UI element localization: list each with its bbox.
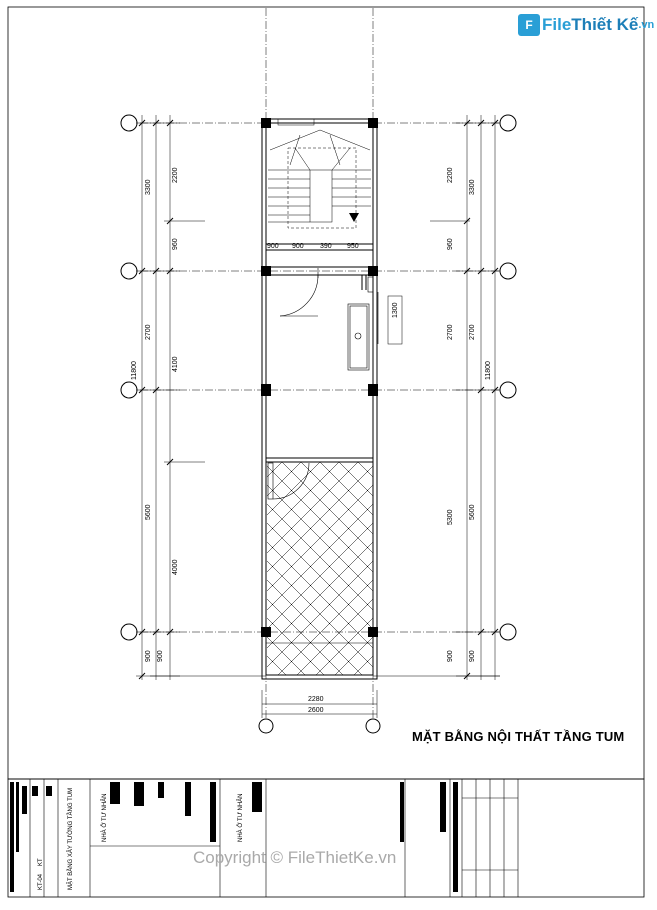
paving-line — [415, 462, 628, 675]
dim-left-inner-e: 900 — [157, 650, 164, 662]
dim-right-outer-total: 11800 — [485, 361, 492, 380]
copyright-watermark: Copyright © FileThietKe.vn — [193, 848, 397, 867]
paving-line — [0, 462, 73, 675]
dim-left-inner-a: 2200 — [172, 167, 179, 183]
dim-left-outer-bot: 5600 — [145, 504, 152, 520]
paving-line — [358, 462, 571, 675]
dim-right-outer-top: 3300 — [469, 179, 476, 195]
paving-line — [0, 462, 168, 675]
plan-title: MẶT BẰNG NỘI THẤT TẦNG TUM — [412, 729, 625, 744]
right-dimension-lines — [373, 115, 500, 680]
dim-right-inner-c: 2700 — [447, 324, 454, 340]
dim-bottom-outer: 2600 — [308, 707, 324, 714]
site-logo — [518, 14, 654, 36]
left-dimension-labels — [131, 167, 179, 662]
dim-right-inner-e: 900 — [447, 650, 454, 662]
dim-h-a: 900 — [267, 243, 279, 250]
paving-line — [510, 462, 657, 675]
dim-left-inner-c: 4100 — [172, 356, 179, 372]
tb-kt-code: KT-04 — [38, 873, 44, 890]
paving-line — [0, 462, 149, 675]
dim-wc: 1300 — [392, 302, 399, 318]
paving-line — [50, 462, 263, 675]
paving-line — [0, 462, 187, 675]
paving-line — [0, 462, 130, 675]
interior-dimension-labels — [267, 243, 399, 714]
tb-kt-label: KT — [38, 858, 44, 866]
dim-left-outer-top: 3300 — [145, 179, 152, 195]
dim-left-inner-b: 960 — [172, 238, 179, 250]
paving-line — [73, 462, 286, 675]
paving-line — [354, 462, 567, 675]
paving-line — [396, 462, 609, 675]
dim-left-outer-mid: 2700 — [145, 324, 152, 340]
paving-line — [529, 462, 657, 675]
paving-line — [434, 462, 647, 675]
logo-suffix: .vn — [638, 19, 655, 31]
dimension-ticks — [139, 120, 498, 679]
staircase — [268, 119, 371, 228]
paving-line — [12, 462, 225, 675]
dim-right-outer-bot: 5600 — [469, 504, 476, 520]
dim-left-inner-d: 4000 — [172, 559, 179, 575]
title-block-fills — [10, 782, 458, 892]
tb-drawing-name: MẶT BẰNG XÂY TƯỜNG TẦNG TUM — [68, 787, 74, 890]
walls — [262, 119, 377, 679]
dim-h-b: 900 — [292, 243, 304, 250]
paving-line — [472, 462, 657, 675]
dim-right-inner-d: 5300 — [447, 509, 454, 525]
dim-right-outer-end: 900 — [469, 650, 476, 662]
tb-label-b: NHÀ Ở TƯ NHÂN — [238, 793, 244, 842]
paving-line — [0, 462, 111, 675]
paving-line — [567, 462, 657, 675]
paving-line — [491, 462, 657, 675]
toilet-icon — [355, 333, 361, 339]
tb-label-a: NHÀ Ở TƯ NHÂN — [102, 793, 108, 842]
logo-text-2: Thiết Kế — [571, 15, 639, 34]
dim-right-inner-b: 960 — [447, 238, 454, 250]
dim-h-c: 390 — [320, 243, 332, 250]
left-dimension-lines — [136, 115, 266, 680]
paving-line — [0, 462, 92, 675]
stair-arrow-icon — [349, 213, 359, 222]
dim-left-outer-end: 900 — [145, 650, 152, 662]
right-dimension-labels — [447, 167, 492, 662]
dim-right-inner-a: 2200 — [447, 167, 454, 183]
dim-bottom-inner: 2280 — [308, 696, 324, 703]
paving-line — [31, 462, 244, 675]
paving-line — [54, 462, 267, 675]
logo-mark-icon: F — [518, 14, 540, 36]
horizontal-grid-axes — [140, 123, 500, 632]
paving-line — [548, 462, 657, 675]
dim-left-outer-total: 11800 — [131, 361, 138, 380]
terrace-door — [268, 458, 350, 499]
dim-right-outer-mid: 2700 — [469, 324, 476, 340]
logo-text: File — [542, 15, 572, 34]
paving-line — [453, 462, 657, 675]
grid-bubbles — [121, 115, 516, 733]
paving-line — [377, 462, 590, 675]
dim-h-d: 950 — [347, 243, 359, 250]
